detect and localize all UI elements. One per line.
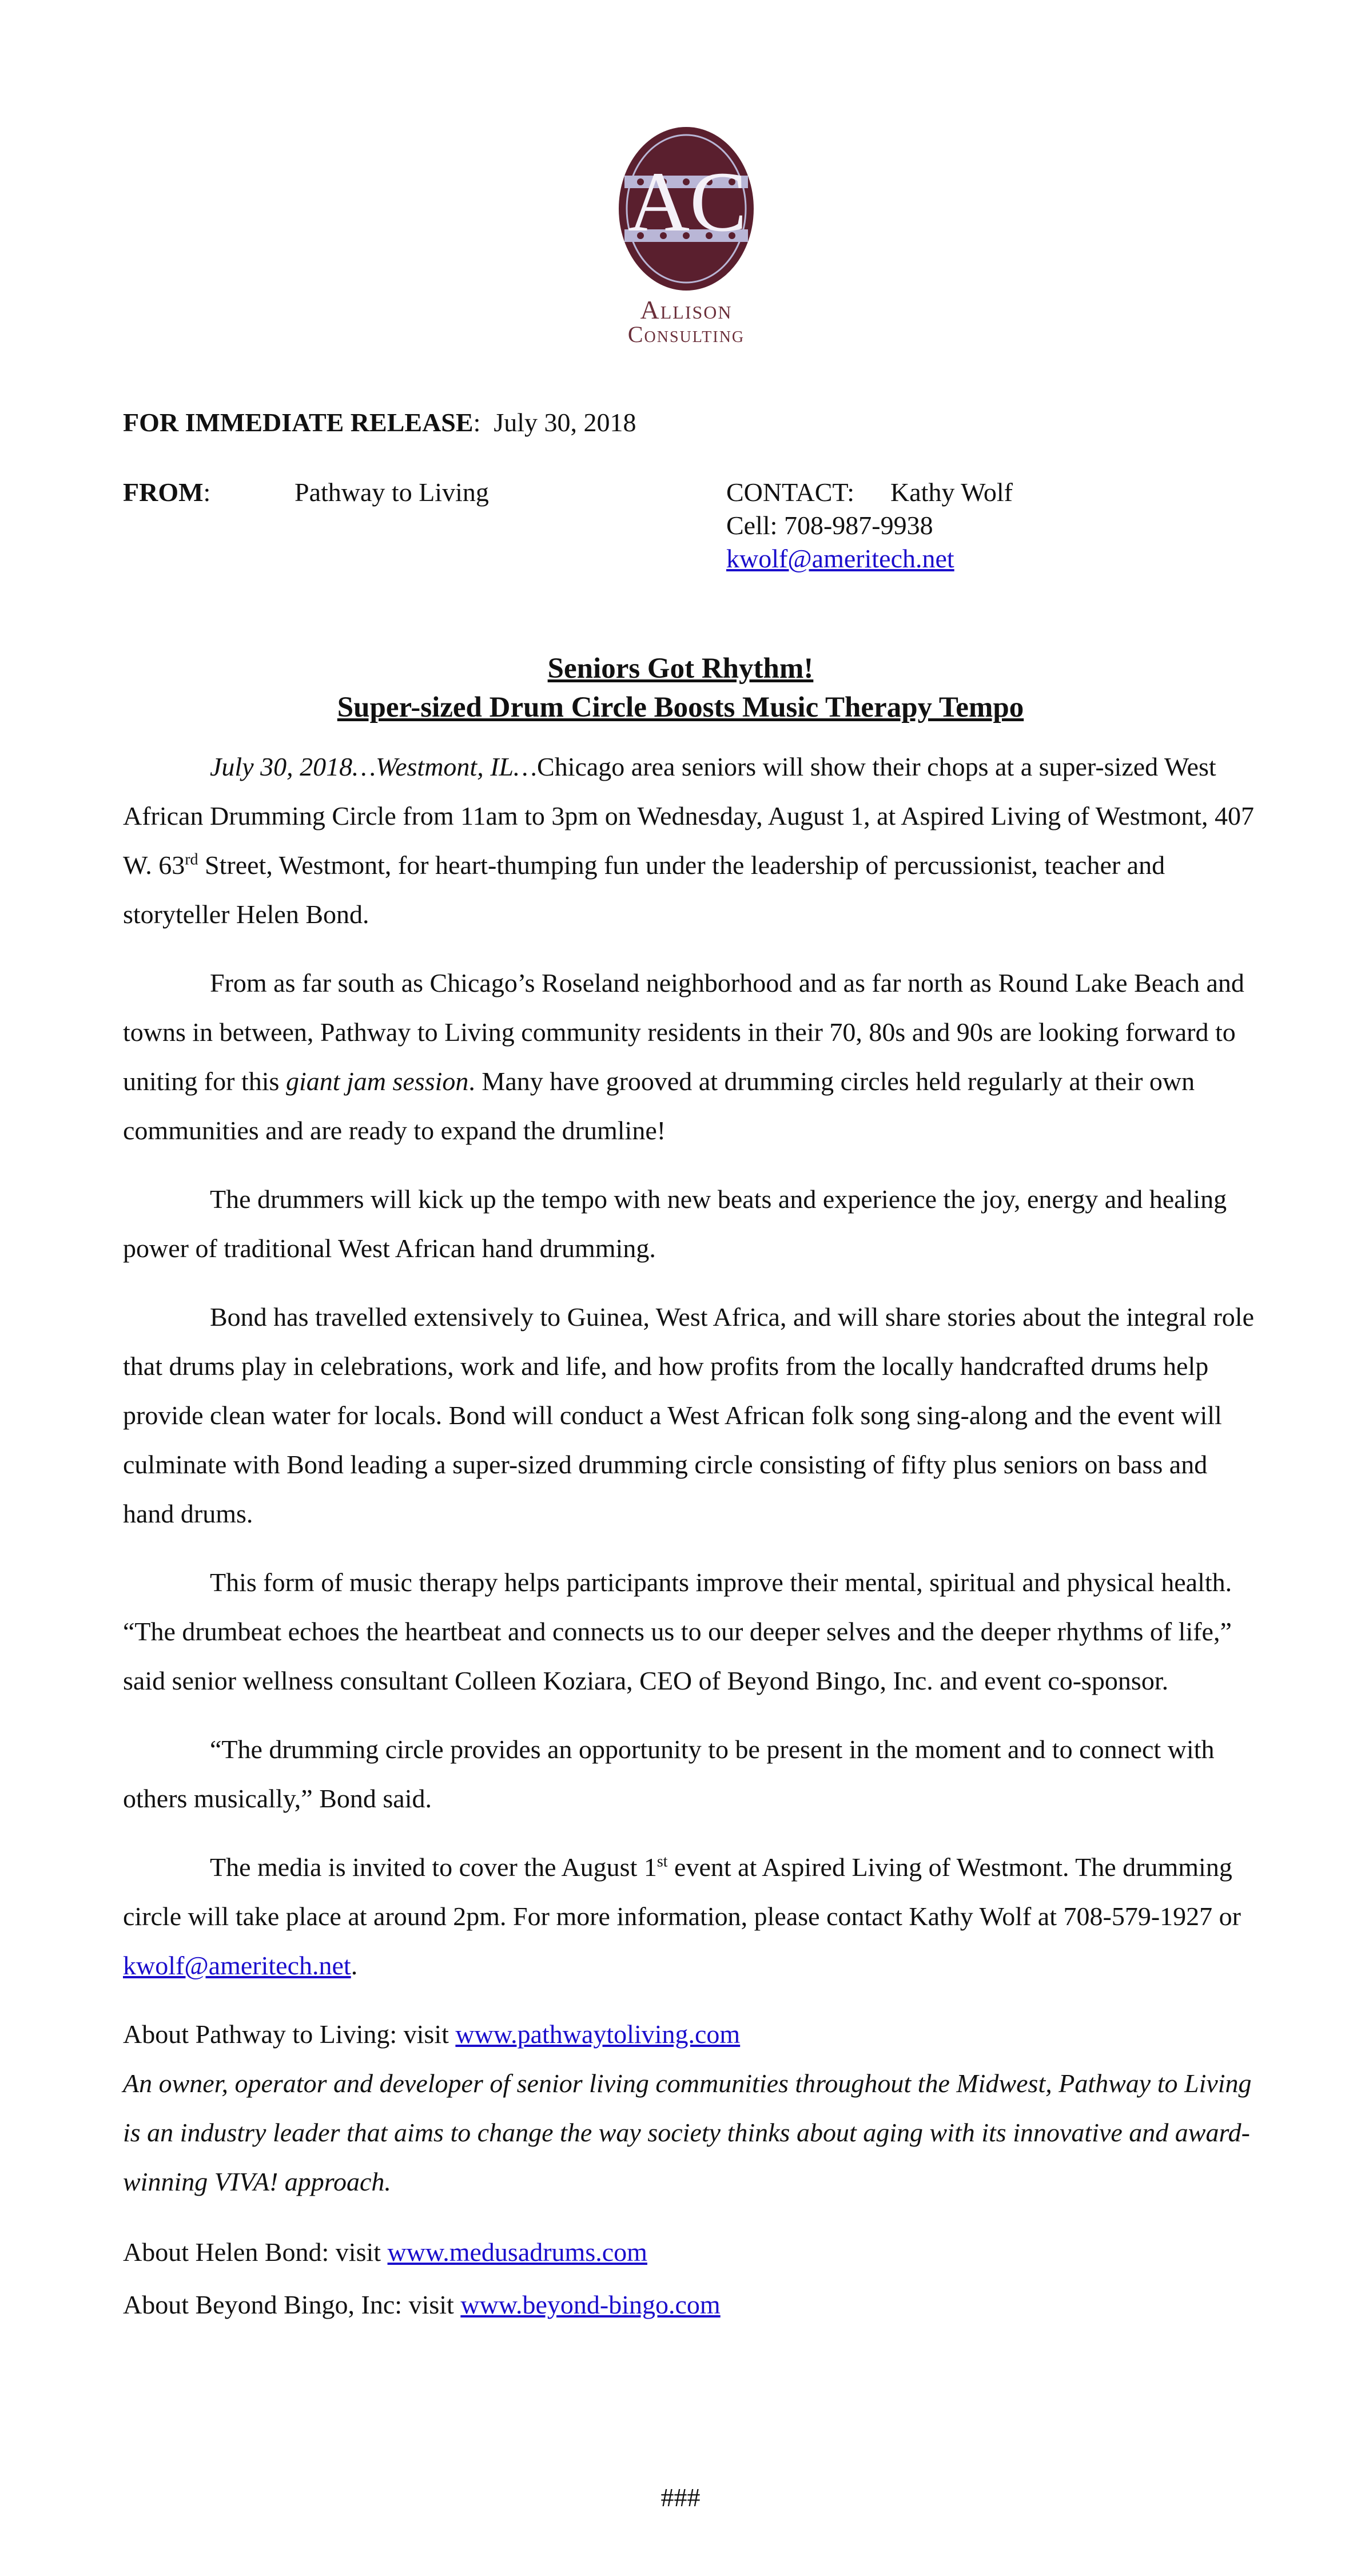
- about-bingo-label: About Beyond Bingo, Inc: visit: [123, 2290, 461, 2319]
- bond-link[interactable]: www.medusadrums.com: [387, 2237, 647, 2267]
- p1-text-a: Chicago area seniors will show their chops at a super-sized West African Drumming Circle from 11am to 3pm on Wednesday, August 1, at Aspired Living of Westmont, 407 W. 63: [123, 752, 1254, 880]
- about-bond-label: About Helen Bond: visit: [123, 2237, 388, 2267]
- about-pathway-label: About Pathway to Living: visit: [123, 2020, 456, 2049]
- about-bond: [123, 2226, 1258, 2279]
- contact-cell: Cell: 708-987-9938: [726, 511, 933, 540]
- paragraph-1: [123, 742, 1258, 939]
- body-text: [123, 742, 1258, 2331]
- about-bingo: [123, 2279, 1258, 2331]
- paragraph-6: “The drumming circle provides an opportunity to be present in the moment and to connect with others musically,” Bond said.: [123, 1735, 1215, 1813]
- monogram-text: AC: [627, 154, 747, 249]
- logo-line-2: Consulting: [627, 321, 745, 347]
- end-mark: ###: [660, 2483, 701, 2512]
- paragraph-7: [123, 1843, 1258, 1990]
- logo-line-1: Allison: [640, 295, 733, 324]
- company-logo: [606, 123, 766, 357]
- p1-sup: rd: [185, 850, 198, 869]
- about-pathway: [123, 2010, 1258, 2059]
- p1-text-b: Street, Westmont, for heart-thumping fun under the leadership of percussionist, teacher and storyteller Helen Bond.: [123, 850, 1165, 929]
- p7-text-c: .: [351, 1951, 358, 1980]
- p7-text-a: The media is invited to cover the August 1: [210, 1853, 657, 1882]
- contact-line: [726, 476, 1013, 509]
- p2-italic: giant jam session: [285, 1067, 469, 1096]
- release-label: FOR IMMEDIATE RELEASE: [123, 408, 473, 437]
- p7-email-link[interactable]: kwolf@ameritech.net: [123, 1951, 351, 1980]
- contact-email-link[interactable]: kwolf@ameritech.net: [726, 544, 954, 573]
- subheadline: Super-sized Drum Circle Boosts Music Therapy Tempo: [337, 691, 1024, 723]
- contact-name: Kathy Wolf: [890, 478, 1013, 507]
- p7-text-b: event at Aspired Living of Westmont. The drumming circle will take place at around 2pm. For more information, please contact Kathy Wolf at 708-579-1927 or: [123, 1853, 1241, 1931]
- headline: Seniors Got Rhythm!: [547, 653, 814, 685]
- pathway-link[interactable]: www.pathwaytoliving.com: [455, 2020, 741, 2049]
- paragraph-5: This form of music therapy helps participants improve their mental, spiritual and physical health. “The drumbeat echoes the heartbeat and connects us to our deeper selves and the deeper rhythms of life,” said senior wellness consultant Colleen Koziara, CEO of Beyond Bingo, Inc. and event co-sponsor.: [123, 1568, 1232, 1695]
- from-label-wrap: FROM:: [123, 478, 211, 507]
- ac-monogram-icon: [606, 123, 766, 295]
- contact-label: CONTACT:: [726, 478, 855, 507]
- paragraph-4: Bond has travelled extensively to Guinea, West Africa, and will share stories about the integral role that drums play in celebrations, work and life, and how profits from the locally handcrafted drums help provide clean water for locals. Bond will conduct a West African folk song sing-along and the event will culminate with Bond leading a super-sized drumming circle consisting of fifty plus seniors on bass and hand drums.: [123, 1302, 1254, 1528]
- release-line: FOR IMMEDIATE RELEASE: July 30, 2018: [123, 408, 636, 437]
- release-date: July 30, 2018: [494, 408, 636, 437]
- from-label: FROM: [123, 478, 204, 507]
- paragraph-2: [123, 959, 1258, 1155]
- about-pathway-desc: An owner, operator and developer of senior living communities throughout the Midwest, Pathway to Living is an industry leader that aims to change the way society thinks about aging with its innovative and award-winning VIVA! approach.: [123, 2069, 1252, 2196]
- from-value: Pathway to Living: [295, 478, 489, 507]
- paragraph-3: The drummers will kick up the tempo with new beats and experience the joy, energy and healing power of traditional West African hand drumming.: [123, 1184, 1227, 1263]
- p7-sup: st: [656, 1853, 668, 1871]
- bingo-link[interactable]: www.beyond-bingo.com: [460, 2290, 721, 2319]
- dateline: July 30, 2018…Westmont, IL…: [210, 752, 538, 781]
- p2-text-b: . Many have grooved at drumming circles held regularly at their own communities and are ready to expand the drumline!: [123, 1067, 1195, 1145]
- p2-text-a: From as far south as Chicago’s Roseland neighborhood and as far north as Round Lake Beach and towns in between, Pathway to Living community residents in their 70, 80s and 90s are looking forward to uniting for this: [123, 968, 1244, 1096]
